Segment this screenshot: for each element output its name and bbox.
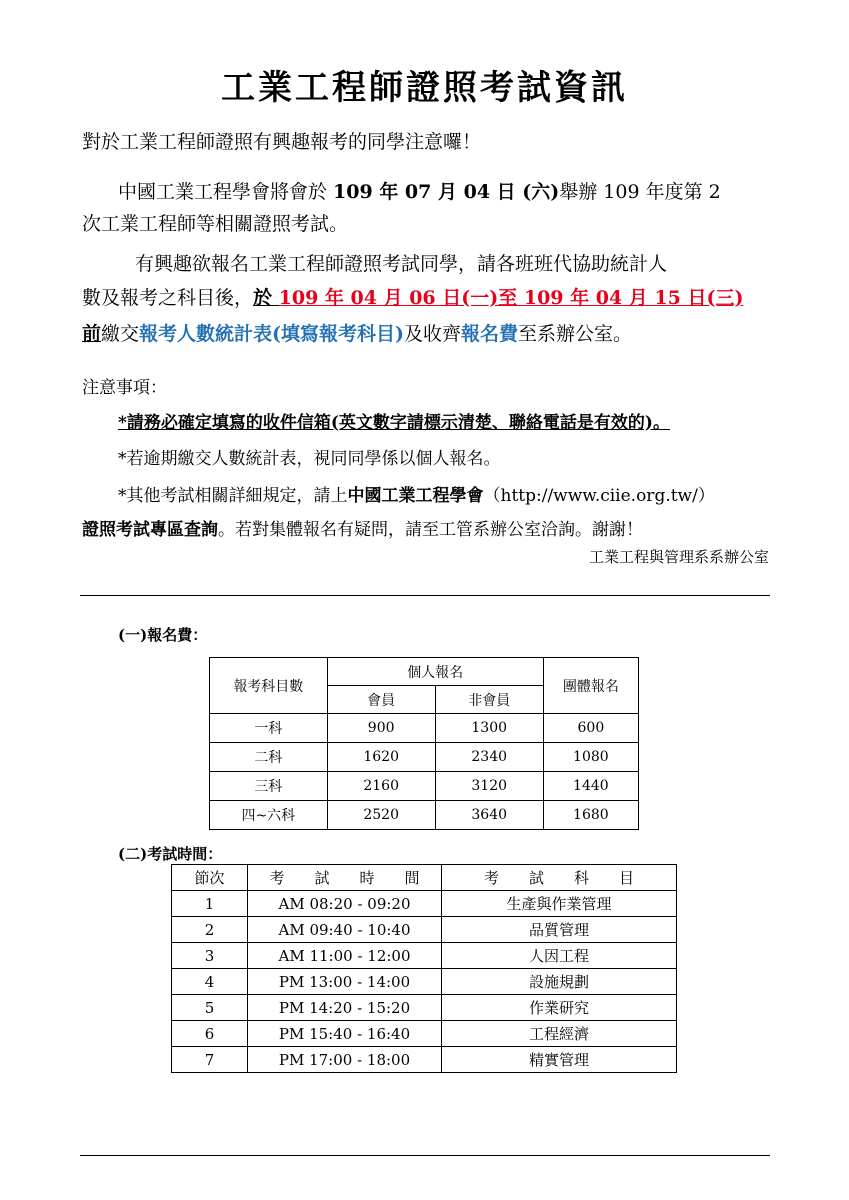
- fee-heading: (一)報名費：: [118, 626, 208, 644]
- deadline-before: 前: [82, 323, 102, 345]
- para2-line3: [82, 322, 632, 346]
- fee-col-individual: 個人報名: [327, 658, 543, 686]
- fee-subjects: 三科: [210, 772, 328, 801]
- schedule-period: 4: [172, 969, 248, 995]
- fee-nonmember: 3640: [435, 801, 543, 830]
- fee-group: 600: [543, 714, 638, 743]
- para2-line1: 有興趣欲報名工業工程師證照考試同學，請各班班代協助統計人: [135, 253, 668, 275]
- fee-member: 2520: [327, 801, 435, 830]
- note-4: [82, 518, 643, 542]
- page-title: 工業工程師證照考試資訊: [221, 68, 628, 108]
- fee-member: 2160: [327, 772, 435, 801]
- note-3-text: *其他考試相關詳細規定，請上: [118, 486, 348, 506]
- schedule-time: PM 14:20 - 15:20: [248, 995, 442, 1021]
- cert-area: 證照考試專區查詢: [82, 520, 218, 540]
- fee-nonmember: 1300: [435, 714, 543, 743]
- para2-end: 至系辦公室。: [518, 323, 633, 345]
- schedule-subject: 精實管理: [442, 1047, 677, 1073]
- schedule-subject: 生產與作業管理: [442, 891, 677, 917]
- fee-member: 1620: [327, 743, 435, 772]
- fee-group: 1680: [543, 801, 638, 830]
- schedule-period: 3: [172, 943, 248, 969]
- table-header-row: [172, 865, 677, 891]
- headcount-form: 報考人數統計表(填寫報考科目): [139, 323, 405, 345]
- schedule-col-subject: 考 試 科 目: [442, 865, 677, 891]
- fee-member: 900: [327, 714, 435, 743]
- para2-and: 及收齊: [404, 323, 462, 345]
- fee-group: 1440: [543, 772, 638, 801]
- fee-subjects: 四~六科: [210, 801, 328, 830]
- table-row: [210, 801, 639, 830]
- table-row: [172, 969, 677, 995]
- table-row: [172, 943, 677, 969]
- note-3: [118, 484, 715, 508]
- table-row: [172, 1047, 677, 1073]
- schedule-subject: 作業研究: [442, 995, 677, 1021]
- deadline-dates: 109 年 04 月 06 日(一)至 109 年 04 月 15 日(三): [278, 287, 744, 309]
- schedule-time: AM 11:00 - 12:00: [248, 943, 442, 969]
- fee-subjects: 一科: [210, 714, 328, 743]
- fee-subjects: 二科: [210, 743, 328, 772]
- para2-submit: 繳交: [101, 323, 140, 345]
- deadline-prefix: 於: [253, 287, 279, 309]
- divider-top: [80, 595, 770, 596]
- fee-col-subjects: 報考科目數: [210, 658, 328, 714]
- schedule-time: AM 08:20 - 09:20: [248, 891, 442, 917]
- table-row: [210, 743, 639, 772]
- fee-group: 1080: [543, 743, 638, 772]
- ciie-name: 中國工業工程學會: [347, 486, 484, 506]
- para1-line2: 次工業工程師等相關證照考試。: [82, 213, 349, 235]
- para1-text-a: 中國工業工程學會將會於: [118, 181, 334, 203]
- table-row: [172, 995, 677, 1021]
- schedule-col-time: 考 試 時 間: [248, 865, 442, 891]
- fee-table: [209, 657, 639, 830]
- para1-line1: [118, 180, 721, 204]
- schedule-period: 7: [172, 1047, 248, 1073]
- schedule-subject: 工程經濟: [442, 1021, 677, 1047]
- schedule-time: PM 15:40 - 16:40: [248, 1021, 442, 1047]
- schedule-time: PM 13:00 - 14:00: [248, 969, 442, 995]
- schedule-table: [171, 864, 677, 1073]
- schedule-time: AM 09:40 - 10:40: [248, 917, 442, 943]
- schedule-heading: (二)考試時間：: [118, 845, 223, 863]
- schedule-subject: 品質管理: [442, 917, 677, 943]
- para1-text-b: 舉辦 109 年度第 2: [559, 181, 721, 203]
- table-row: [210, 772, 639, 801]
- ciie-url: （http://www.ciie.org.tw/）: [483, 486, 715, 506]
- registration-fee-text: 報名費: [461, 323, 519, 345]
- notes-heading: 注意事項：: [82, 378, 167, 398]
- schedule-period: 2: [172, 917, 248, 943]
- table-row: [172, 917, 677, 943]
- table-row: [172, 1021, 677, 1047]
- schedule-period: 5: [172, 995, 248, 1021]
- table-row: [172, 891, 677, 917]
- fee-col-nonmember: 非會員: [435, 686, 543, 714]
- fee-col-member: 會員: [327, 686, 435, 714]
- intro-text: 對於工業工程師證照有興趣報考的同學注意囉！: [82, 131, 482, 153]
- table-row: [210, 714, 639, 743]
- para2-line2: [82, 286, 743, 310]
- divider-bottom: [80, 1155, 770, 1156]
- note-1: *請務必確定填寫的收件信箱(英文數字請標示清楚、聯絡電話是有效的)。: [118, 413, 670, 433]
- para2-text-a: 數及報考之科目後，: [82, 287, 254, 309]
- fee-nonmember: 2340: [435, 743, 543, 772]
- note-2: *若逾期繳交人數統計表，視同同學係以個人報名。: [118, 449, 501, 469]
- note-4-text: 。若對集體報名有疑問，請至工管系辦公室洽詢。謝謝！: [218, 520, 643, 540]
- schedule-subject: 人因工程: [442, 943, 677, 969]
- schedule-time: PM 17:00 - 18:00: [248, 1047, 442, 1073]
- office-signature: 工業工程與管理系系辦公室: [588, 548, 769, 566]
- fee-nonmember: 3120: [435, 772, 543, 801]
- schedule-col-period: 節次: [172, 865, 248, 891]
- exam-date: 109 年 07 月 04 日 (六): [333, 181, 560, 203]
- fee-col-group: 團體報名: [543, 658, 638, 714]
- schedule-period: 1: [172, 891, 248, 917]
- schedule-subject: 設施規劃: [442, 969, 677, 995]
- schedule-period: 6: [172, 1021, 248, 1047]
